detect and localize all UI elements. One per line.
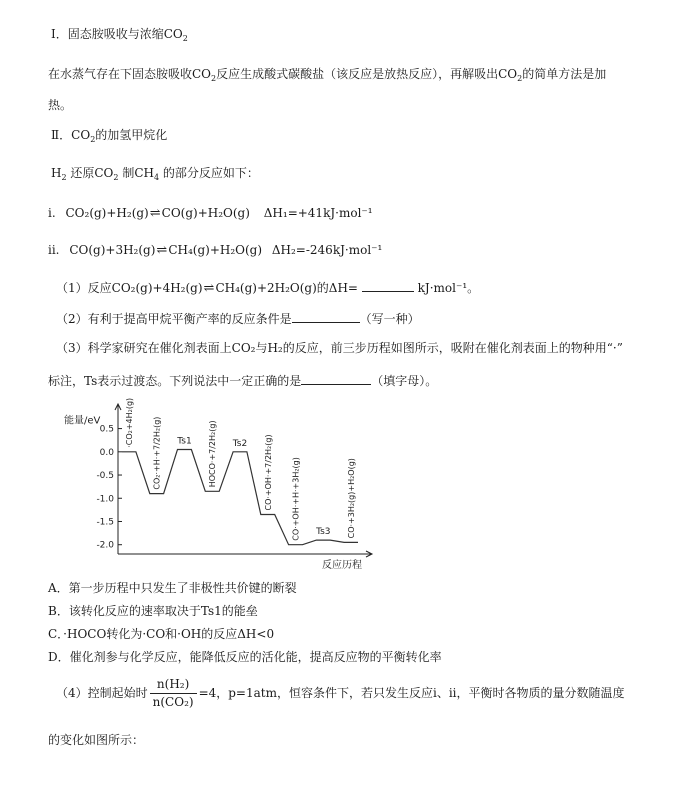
intro-sub-2: 2 (113, 173, 119, 182)
intro-a: H (51, 166, 62, 180)
section-2-heading-a: Ⅱ．CO (51, 128, 91, 142)
reaction-i-lhs: CO₂(g)+H₂(g) (65, 206, 149, 220)
reaction-ii-rhs: CH₄(g)+H₂O(g) (168, 243, 263, 257)
para1-part-b: 反应生成酸式碳酸盐（该反应是放热反应），再解吸出CO (216, 67, 518, 81)
y-axis-label: 能量/eV (64, 415, 101, 427)
q4-prefix: （4）控制起始时 (56, 686, 148, 700)
intro-sub-1: 2 (61, 173, 67, 182)
transition-state-label: Ts3 (316, 527, 331, 538)
reaction-ii-label: ii. (48, 243, 60, 257)
q1-prefix: （1）反应 (56, 281, 112, 295)
q1-lhs: CO₂(g)+4H₂(g) (111, 281, 203, 295)
intro-d: 的部分反应如下： (159, 166, 259, 180)
y-tick-label: -2.0 (96, 540, 114, 551)
intro-line (51, 165, 259, 181)
q2-answer-blank[interactable] (292, 310, 360, 323)
equilibrium-arrow-icon: ⇌ (203, 281, 215, 296)
y-tick-label: -0.5 (96, 471, 114, 482)
para1-sub-2: 2 (517, 74, 523, 83)
question-3-line-1: （3）科学家研究在催化剂表面上CO₂与H₂的反应，前三步历程如图所示，吸附在催化剂表面上的物种用“·” (56, 341, 623, 355)
transition-state-label: Ts2 (232, 438, 248, 449)
species-label: CO·+OH·+H·+3H₂(g) (291, 457, 301, 541)
y-tick-label: 0.5 (99, 424, 114, 435)
option-d[interactable]: D．催化剂参与化学反应，能降低反应的活化能，提高反应物的平衡转化率 (48, 650, 442, 664)
reaction-ii-dh: ΔH₂=-246kJ·mol⁻¹ (271, 243, 383, 257)
paragraph-1-line-1 (48, 66, 606, 82)
section-1-heading-text: I．固态胺吸收与浓缩CO (51, 27, 183, 41)
q4-text: =4，p=1atm，恒容条件下，若只发生反应i、ii，平衡时各物质的量分数随温度 (198, 686, 625, 700)
option-a[interactable]: A．第一步历程中只发生了非极性共价键的断裂 (48, 581, 297, 595)
equilibrium-arrow-icon: ⇌ (149, 206, 161, 221)
question-3-line-2 (48, 372, 437, 389)
reaction-ii-lhs: CO(g)+3H₂(g) (69, 243, 156, 257)
option-b[interactable]: B．该转化反应的速率取决于Ts1的能垒 (48, 604, 258, 618)
section-2-heading-b: 的加氢甲烷化 (95, 128, 168, 142)
option-c[interactable]: C．·HOCO转化为·CO和·OH的反应ΔH<0 (48, 627, 275, 641)
question-2 (56, 310, 420, 327)
q3-line2-b: （填字母）。 (371, 374, 438, 388)
q1-answer-blank[interactable] (362, 279, 414, 292)
ratio-fraction (150, 676, 197, 711)
section-2-sub: 2 (90, 135, 96, 144)
reaction-ii (48, 242, 382, 259)
equilibrium-arrow-icon: ⇌ (156, 243, 168, 258)
section-1-heading-sub: 2 (182, 34, 188, 43)
intro-b: 还原CO (66, 166, 114, 180)
q3-line2-a: 标注，Ts表示过渡态。下列说法中一定正确的是 (48, 374, 302, 388)
transition-state-label: Ts1 (177, 436, 192, 447)
reaction-i (48, 205, 373, 222)
reaction-i-dh: ΔH₁=+41kJ·mol⁻¹ (263, 206, 373, 220)
para1-part-a: 在水蒸气存在下固态胺吸收CO (48, 67, 212, 81)
species-label: ·CO₂+4H₂(g) (124, 397, 134, 448)
q1-end: 。 (467, 281, 480, 295)
reaction-i-label: i. (48, 206, 56, 220)
q1-unit: kJ·mol⁻¹ (417, 281, 468, 295)
x-axis-label: 反应历程 (322, 560, 362, 571)
fraction-numerator: n(H₂) (150, 676, 197, 694)
q1-mid: 的ΔH= (316, 281, 358, 295)
section-2-heading (51, 127, 167, 143)
y-tick-label: -1.0 (96, 494, 114, 505)
q2-hint: （写一种） (359, 312, 420, 326)
section-1-heading (51, 26, 188, 42)
intro-c: 制CH (118, 166, 154, 180)
reaction-i-rhs: CO(g)+H₂O(g) (161, 206, 250, 220)
species-label: CO₂·+H·+7/2H₂(g) (152, 416, 162, 490)
question-1 (56, 279, 479, 297)
species-label: CO·+3H₂(g)+H₂O(g) (347, 458, 357, 539)
intro-sub-3: 4 (153, 173, 160, 182)
species-label: HOCO·+7/2H₂(g) (208, 420, 218, 488)
q2-text: （2）有利于提高甲烷平衡产率的反应条件是 (56, 312, 292, 326)
energy-profile-chart (62, 396, 392, 576)
y-tick-label: -1.5 (96, 517, 114, 528)
para1-sub-1: 2 (211, 74, 217, 83)
q3-answer-blank[interactable] (301, 372, 371, 385)
paragraph-1-line-2: 热。 (48, 98, 73, 112)
para1-part-c: 的简单方法是加 (522, 67, 607, 81)
question-4-line-2: 的变化如图所示： (48, 733, 145, 747)
species-label: CO·+OH·+7/2H₂(g) (263, 434, 273, 511)
q1-rhs: CH₄(g)+2H₂O(g) (215, 281, 317, 295)
fraction-denominator: n(CO₂) (152, 695, 194, 709)
y-tick-label: 0.0 (99, 447, 114, 458)
question-4-line-1 (56, 676, 625, 711)
